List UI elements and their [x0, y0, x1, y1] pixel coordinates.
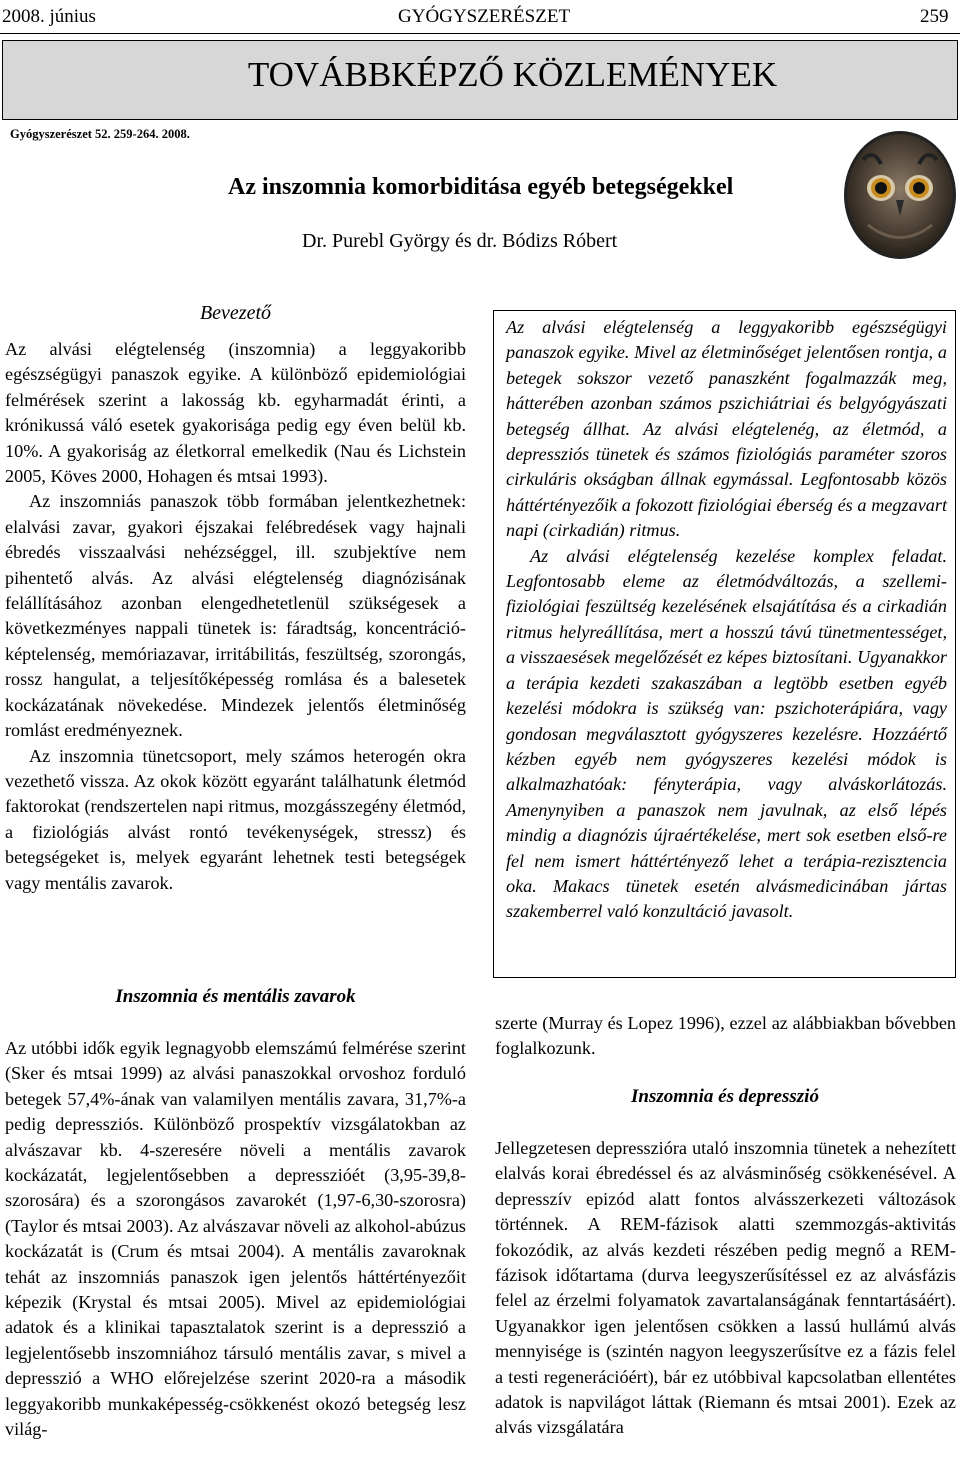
intro-paragraph: Az inszomnia tünetcsoport, mely számos heterogén okra vezethető vissza. Az okok között egyaránt találhatunk életmód faktorokat (rendszertelen napi ritmus, mozgásszegény életmód, a fiziológiás alvást rontó tevékenységek, stressz) és betegségeket is, melyek egyaránt lehetnek testi betegségek vagy mentális zavarok.	[5, 745, 466, 893]
continuation-text	[495, 1011, 956, 1062]
banner-title: TOVÁBBKÉPZŐ KÖZLEMÉNYEK	[247, 55, 778, 94]
header-date: 2008. június	[2, 6, 96, 27]
article-title: Az inszomnia komorbiditása egyéb betegségekkel	[228, 174, 734, 200]
summary-paragraph: Az alvási elégtelenség kezelése komplex feladat. Legfontosabb eleme az életmódváltozás, a szellemi-fiziológiai feszültség kezelésének elsajátítása és a cirkadián ritmus helyreállítása, mert a hosszú távú tünetmentességet, a visszaesések megelőzését ez képes biztosítani. Ugyanakkor a terápia kezdeti szakaszában a legtöbb esetben egyéb kezelési módokra is szükség van: pszichoterápiára, vagy gondosan megválasztott gyógyszeres kezelésre. Hozzáértő kézben egyéb nem gyógyszeres kezelési módok is alkalmazhatóak: fényterápia, vagy alváskorlátozás. Amenynyiben a panaszok nem javulnak, az első lépés mindig a diagnózis újraértékelése, mert sok esetben első-re fel nem ismert háttértényező lehet a terápia-rezisztencia oka. Makacs tünetek esetén alvásmedicinában jártas szakemberrel való konzultáció javasolt.	[506, 545, 947, 922]
continuation-paragraph: szerte (Murray és Lopez 1996), ezzel az alábbiakban bővebben foglalkozunk.	[495, 1013, 956, 1059]
depression-paragraph: Jellegzetesen depresszióra utaló inszomnia tünetek a nehezített elalvás korai ébredéssel és az alvásminőség csökkenésével. A depresszív epizód alatt fontos alvásszerkezeti változások történnek. A REM-fázisok alatti szemmozgás-aktivitás fokozódik, az alvás kezdeti részében pedig megnő a REM-fázisok időtartama (durva leegyszerűsítéssel ez az alvásfázis felel az érzelmi folyamatok zavartalanságának fenntartásáért). Ugyanakkor igen jelentősen csökken a lassú hullámú alvás mennyisége is (szintén nagyon leegyszerűsítve ez a fázis felel a testi regenerációért), bár ez utóbbival kapcsolatban ellentétes adatok is napvilágot láttak (Riemann és mtsai 2001). Ezek az alvás vizsgálatára	[495, 1138, 956, 1438]
article-authors: Dr. Purebl György és dr. Bódizs Róbert	[302, 230, 618, 252]
page-number: 259	[920, 6, 949, 27]
heading-introduction: Bevezető	[199, 302, 272, 324]
running-header	[0, 0, 960, 32]
header-rule	[0, 33, 960, 34]
header-journal: GYÓGYSZERÉSZET	[398, 6, 571, 27]
owl-portrait-image	[843, 130, 957, 260]
depression-section	[495, 1136, 956, 1441]
section-banner	[2, 40, 958, 120]
summary-paragraph: Az alvási elégtelenség a leggyakoribb egészségügyi panaszok egyike. Mivel az életminőséget jelentősen rontja, a betegek sokszor vezető panaszként fogalmazzák meg, hátterében azonban számos pszichiátriai és belgyógyászati betegség állhat. Az alvási elégtelenég, az életmód, a depressziós tünetek és számos fiziológiás paraméter szoros cirkuláris okságban állnak egymással. Legfontosabb közös háttértényezőik a fokozott fiziológiai éberség és a megzavart napi (cirkadián) ritmus.	[506, 317, 947, 541]
heading-depression: Inszomnia és depresszió	[631, 1086, 819, 1107]
summary-box	[493, 310, 956, 978]
mental-paragraph: Az utóbbi idők egyik legnagyobb elemszámú felmérése szerint (Sker és mtsai 1999) az alvási panaszokkal orvoshoz forduló betegek 57,4%-ának van valamilyen mentális zavara, 31,7%-a pedig depressziós. Különböző prospektív vizsgálatokban az alvászavar kb. 4-szeresére növeli a mentális zavarok kockázatát, legjelentősebben a depresszióét (3,95-39,8-szorosára) és a szorongásos zavarokét (1,97-6,30-szorosra) (Taylor és mtsai 2003). Az alvászavar növeli az alkohol-abúzus kockázatát is (Crum és mtsai 2004). A mentális zavaroknak tehát az inszomniás panaszok igen jelentős háttértényezőit képezik (Krystal és mtsai 2005). Mivel az epidemiológiai adatok és a klinikai tapasztalatok szerint is a depresszió a legjelentősebb inszomniához társuló mentális zavar, s mivel a depresszió a WHO előrejelzése szerint 2020-ra a második leggyakoribb munkaképesség-csökkenést okozó betegség lesz világ-	[5, 1038, 466, 1440]
intro-paragraph: Az alvási elégtelenség (inszomnia) a leggyakoribb egészségügyi panaszok egyike. A különböző epidemiológiai felmérések szerint a lakosság kb. egyharmadát érinti, a krónikussá váló esetek gyakorisága pedig egy éven belül kb. 10%. A gyakoriság az életkorral emelkedik (Nau és Lichstein 2005, Köves 2000, Hohagen és mtsai 1993).	[5, 339, 466, 487]
heading-mental-disorders: Inszomnia és mentális zavarok	[115, 986, 356, 1007]
citation: Gyógyszerészet 52. 259-264. 2008.	[10, 127, 190, 141]
mental-section	[5, 1036, 466, 1443]
intro-paragraph: Az inszomniás panaszok több formában jelentkezhetnek: elalvási zavar, gyakori éjszakai felébredések vagy hajnali ébredés visszaalvási nehézséggel, ill. szubjektíve nem pihentető alvás. Az alvási elégtelenség diagnózisának felállításához azonban elengedhetetlenül szükségesek a következményes nappali tünetek is: fáradtság, koncentráció-képtelenség, memóriazavar, irritábilitás, feszültség, szorongás, rossz hangulat, a teljesítőképesség romlása és a balesetek kockázatának növekedése. Mindezek jelentős életminőség romlást eredményeznek.	[5, 491, 466, 741]
intro-section	[5, 337, 466, 896]
